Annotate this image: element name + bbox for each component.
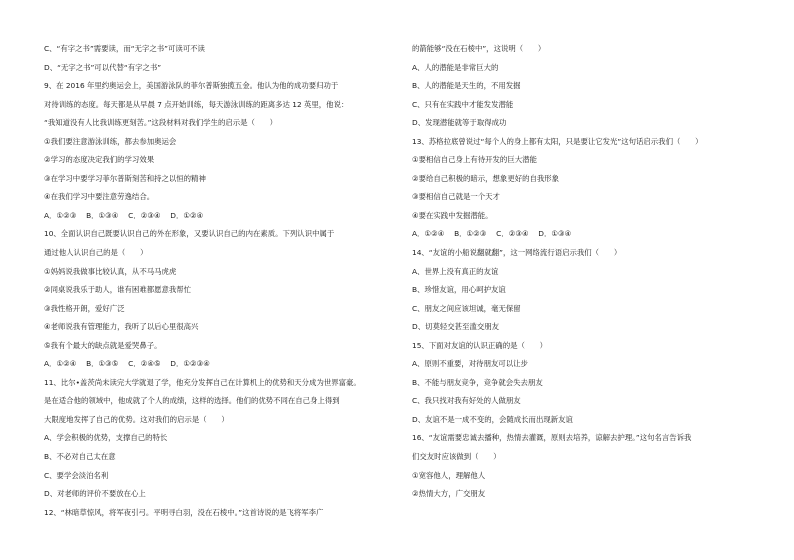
exam-line: C、我只找对我有好处的人做朋友 xyxy=(412,396,521,406)
exam-line: D、发现潜能就等于取得成功 xyxy=(412,118,507,128)
exam-line: D、切莫轻交甚至滥交朋友 xyxy=(412,322,499,332)
exam-line: 15、下面对友谊的认识正确的是（ ） xyxy=(412,340,548,350)
exam-line: ①妈妈说我做事比较认真，从不马马虎虎 xyxy=(44,266,177,276)
exam-line: B、不能与朋友竞争，竞争就会失去朋友 xyxy=(412,377,543,387)
exam-line: ③在学习中要学习菲尔普斯刻苦和持之以恒的精神 xyxy=(44,173,206,183)
exam-line: A．①②③ B．①③④ C．②③④ D．①②④ xyxy=(44,210,204,220)
exam-line: 14、“友谊的小船说翻就翻”，这一网络流行语启示我们（ ） xyxy=(412,248,622,258)
exam-line: ③我性格开朗，爱好广泛 xyxy=(44,303,125,313)
exam-line: A、学会积极的优势，支撑自己的特长 xyxy=(44,433,168,443)
left-column xyxy=(44,40,368,522)
exam-line: ②学习的态度决定我们的学习效果 xyxy=(44,155,155,165)
exam-line: 12、“林暗草惊风，将军夜引弓。平明寻白羽，没在石棱中。”这首诗说的是飞将军李广 xyxy=(44,507,324,517)
exam-line: D、友谊不是一成不变的，会随成长而出现新友谊 xyxy=(412,414,573,424)
exam-line: D、对老师的评价不要放在心上 xyxy=(44,489,146,499)
exam-line: ④在我们学习中要注意劳逸结合。 xyxy=(44,192,155,202)
exam-line: 的箭能够“没在石棱中”，这说明（ ） xyxy=(412,44,546,53)
exam-line: 们交友时应该做到（ ） xyxy=(412,452,501,462)
exam-line: 10、全面认识自己既要认识自己的外在形象，又要认识自己的内在素质。下列认识中属于 xyxy=(44,229,335,239)
exam-line: ④要在实践中发掘潜能。 xyxy=(412,210,493,220)
exam-line: 大限度地发挥了自己的优势。这对我们的启示是（ ） xyxy=(44,414,229,424)
exam-line: ②同桌说我乐于助人，谁有困难都愿意我帮忙 xyxy=(44,285,192,295)
exam-line: 11、比尔•盖茨尚未读完大学就退了学，他充分发挥自己在计算机上的优势和天分成为世界富豪。 xyxy=(44,377,361,387)
exam-line: B、珍惜友谊，用心呵护友谊 xyxy=(412,285,506,295)
exam-line: C、朋友之间应该坦诚，毫无保留 xyxy=(412,303,521,313)
exam-line: C、要学会淡泊名利 xyxy=(44,470,109,480)
exam-line: A．①②④ B．①②③ C．②③④ D．①③④ xyxy=(412,229,572,239)
exam-line: ③要相信自己就是一个天才 xyxy=(412,192,500,202)
exam-line: ①我们要注意游泳训练，都去参加奥运会 xyxy=(44,136,177,146)
exam-line: 16、“友谊需要忠诚去播种，热情去灌溉，原则去培养，谅解去护理。”这句名言告诉我 xyxy=(412,433,692,443)
exam-line: A、世界上没有真正的友谊 xyxy=(412,266,499,276)
exam-line: 13、苏格拉底曾说过“每个人的身上都有太阳，只是要让它发光”这句话启示我们（ ） xyxy=(412,136,703,146)
exam-line: ⑤我有个最大的缺点就是爱哭鼻子。 xyxy=(44,340,162,350)
exam-line: ②要给自己积极的暗示，想象更好的自我形象 xyxy=(412,173,560,183)
exam-line: B、不必对自己太在意 xyxy=(44,452,116,462)
exam-line: ④老师说我有管理能力，我听了以后心里很高兴 xyxy=(44,322,199,332)
exam-line: ②热情大方，广交朋友 xyxy=(412,489,486,499)
exam-line: 对待训练的态度。每天都是从早晨 7 点开始训练，每天游泳训练的距离多达 12 英里，他说： xyxy=(44,99,349,109)
exam-line: ①要相信自己身上有待开发的巨大潜能 xyxy=(412,155,537,165)
right-column xyxy=(412,40,752,504)
exam-line: A、原则不重要，对待朋友可以让步 xyxy=(412,359,528,369)
exam-line: C、“有字之书”需要读，而“无字之书”可读可不读 xyxy=(44,44,205,53)
exam-line: ①宽容他人，理解他人 xyxy=(412,470,486,480)
exam-line: D、“无字之书”可以代替“有字之书” xyxy=(44,62,162,72)
exam-line: 9、在 2016 年里约奥运会上，美国游泳队的菲尔普斯独揽五金。他认为他的成功要归功于 xyxy=(44,81,339,91)
exam-line: “我知道没有人比我训练更刻苦。”这段材料对我们学生的启示是（ ） xyxy=(44,118,278,128)
exam-line: A．①②④ B．①③⑤ C．②④⑤ D．①②③④ xyxy=(44,359,210,369)
exam-line: C、只有在实践中才能发发潜能 xyxy=(412,99,514,109)
exam-line: 通过他人认识自己的是（ ） xyxy=(44,248,148,258)
exam-line: 是在适合他的领域中，他成就了个人的成绩，这样的选择。他们的优势不同在自己身上得到 xyxy=(44,396,340,406)
exam-line: B、人的潜能是天生的，不用发掘 xyxy=(412,81,521,91)
exam-line: A、人的潜能是非常巨大的 xyxy=(412,62,499,72)
